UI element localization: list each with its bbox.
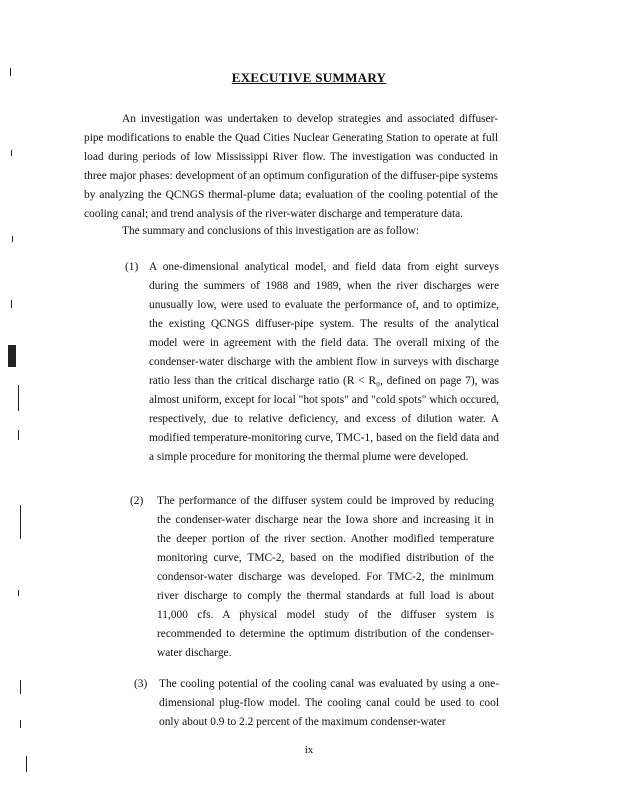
scan-artifact [20,720,21,728]
item-text: The performance of the diffuser system could be improved by reducing the condenser-water discharge near the Iowa shore and increasing it in the deeper portion of the river section. Another modified temperature monitoring curve, TMC-2, based on the modified distribution of the condensor-water discharge was developed. For TMC-2, the minimum river discharge to comply the thermal standards at full load is about 11,000 cfs. A physical model study of the diffuser system is recommended to determine the optimum distribution of the condenser-water discharge. [157,495,494,659]
page-number: ix [304,744,314,756]
intro-paragraph-2: The summary and conclusions of this investigation are as follow: [122,225,420,237]
scan-artifact [10,68,11,76]
item-number: (3) [134,678,148,690]
item-text: A one-dimensional analytical model, and field data from eight surveys during the summers of 1988 and 1989, when the river discharges were unusually low, were used to evaluate the performance of, and to optimize, the existing QCNGS diffuser-pipe system. The results of the analytical model were in agreement with the field data. The overall mixing of the condenser-water discharge with the ambient flow in surveys with discharge ratio less than the critical discharge ratio (R < R₀, defined on page 7), was almost uniform, except for local "hot spots" and "cold spots" which occured, respectively, due to relative deficiency, and excess of dilution water. A modified temperature-monitoring curve, TMC-1, based on the field data and a simple procedure for monitoring the thermal plume were developed. [149,261,499,463]
item-number: (1) [125,261,139,273]
page-title: EXECUTIVE SUMMARY [231,70,387,85]
item-number: (2) [130,495,144,507]
scan-artifact [18,385,19,411]
intro-paragraph: An investigation was undertaken to develop strategies and associated diffuser-pipe modifications to enable the Quad Cities Nuclear Generating Station to operate at full load during periods of low Mississippi River flow. The investigation was conducted in three major phases: development of an optimum configuration of the diffuser-pipe systems by analyzing the QCNGS thermal-plume data; evaluation of the cooling potential of the cooling canal; and trend analysis of the river-water discharge and temperature data. [84,113,498,220]
scan-artifact [20,680,21,694]
scan-artifact [8,345,16,367]
scan-artifact [20,505,21,539]
scan-artifact [26,756,27,772]
scan-artifact [11,150,12,156]
scan-artifact [18,590,19,596]
item-text: The cooling potential of the cooling canal was evaluated by using a one-dimensional plug-flow model. The cooling canal could be used to cool only about 0.9 to 2.2 percent of the maximum condenser-water [159,678,499,728]
scan-artifact [18,430,19,440]
scan-artifact [12,236,13,242]
scan-artifact [11,300,12,308]
